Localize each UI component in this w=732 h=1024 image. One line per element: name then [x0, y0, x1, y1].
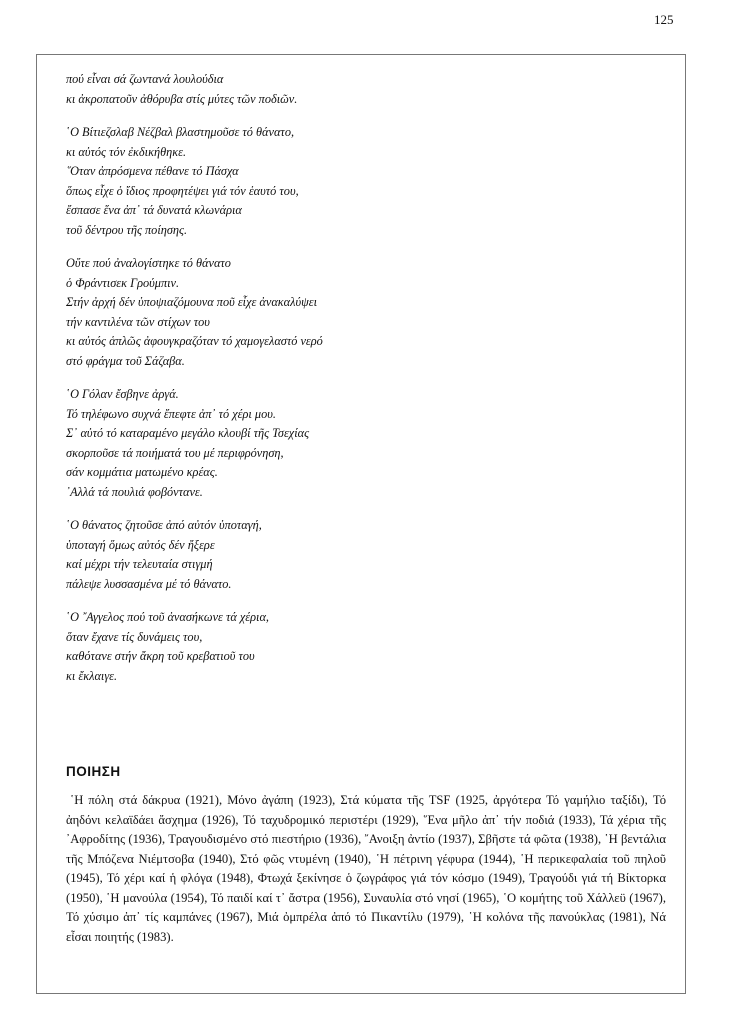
stanza — [66, 385, 666, 502]
stanza — [66, 608, 666, 686]
stanza — [66, 516, 666, 594]
stanza — [66, 254, 666, 371]
poem-line: ὑποταγή ὅμως αὐτός δέν ἤξερε — [66, 537, 215, 552]
stanza — [66, 123, 666, 240]
poem — [66, 70, 666, 700]
poem-line: ὁ Φράντισεκ Γρούμπιν. — [66, 275, 180, 290]
poem-line: ᾿Αλλά τά πουλιά φοβόντανε. — [66, 484, 203, 499]
poem-line: κι αὐτός τόν ἐκδικήθηκε. — [66, 144, 187, 159]
poem-line: κι ἀκροπατοῦν ἀθόρυβα στίς μύτες τῶν ποδιῶν. — [66, 91, 298, 106]
poem-line: Οὔτε πού ἀναλογίστηκε τό θάνατο — [66, 256, 231, 270]
poem-line: ῾Ο Γόλαν ἔσβηνε ἀργά. — [66, 387, 179, 401]
poem-line: ὅπως εἶχε ὁ ἴδιος προφητέψει γιά τόν ἑαυτό του, — [66, 183, 299, 198]
poem-line: σκορποῦσε τά ποιήματά του μέ περιφρόνηση, — [66, 445, 284, 460]
poem-line: σάν κομμάτια ματωμένο κρέας. — [66, 465, 218, 479]
poem-line: τοῦ δέντρου τῆς ποίησης. — [66, 222, 188, 237]
poem-line: πού εἶναι σά ζωντανά λουλούδια — [66, 72, 224, 86]
poem-line: ῾Ο Βίτιεζσλαβ Νέζβαλ βλαστημοῦσε τό θάνατο, — [66, 125, 295, 139]
poem-line: πάλεψε λυσσασμένα μέ τό θάνατο. — [66, 576, 232, 591]
poem-line: ῞Οταν ἀπρόσμενα πέθανε τό Πάσχα — [66, 164, 239, 178]
poem-line: ῾Ο θάνατος ζητοῦσε ἀπό αὐτόν ὑποταγή, — [66, 518, 262, 532]
section-title: ΠΟΙΗΣΗ — [66, 764, 121, 779]
page-number: 125 — [654, 12, 674, 27]
bibliography-text: ῾Η πόλη στά δάκρυα (1921), Μόνο ἀγάπη (1923), Στά κύματα τῆς TSF (1925, ἀργότερα Τό γαμήλιο ταξίδι), Τό ἀηδόνι κελαϊδάει ἄσχημα (1926), Τό ταχυδρομικό περιστέρι (1929), ῞Ενα μῆλο ἀπ᾿ τήν ποδιά (1933), Τά χέρια τῆς ᾿Αφροδίτης (1936), Τραγουδισμένο στό πιεστήριο (1936), ῎Ανοιξη ἀντίο (1937), Σβῆστε τά φῶτα (1938), ῾Η βεντάλια τῆς Μπόζενα Νιέμτσοβα (1940), Στό φῶς ντυμένη (1940), ῾Η πέτρινη γέφυρα (1944), ῾Η περικεφαλαία τοῦ πηλοῦ (1945), Τό χέρι καί ἡ φλόγα (1948), Φτωχά ξεκίνησε ὁ ζωγράφος γιά τόν κόσμο (1949), Τραγούδι γιά τή Βίκτορκα (1950), ῾Η μανούλα (1954), Τό παιδί καί τ᾿ ἄστρα (1956), Συναυλία στό νησί (1965), ῾Ο κομήτης τοῦ Χάλλεϋ (1967), Τό χύσιμο ἀπ᾿ τίς καμπάνες (1967), Μιά ὀμπρέλα ἀπό τό Πικαντίλυ (1979), ῾Η κολόνα τῆς πανούκλας (1981), Νά εἶσαι ποιητής (1983). — [66, 793, 666, 944]
poem-line: κι αὐτός ἁπλῶς ἀφουγκραζόταν τό χαμογελαστό νερό — [66, 334, 323, 348]
poem-line: Τό τηλέφωνο συχνά ἔπεφτε ἀπ᾿ τό χέρι μου. — [66, 406, 276, 421]
poem-line: καθότανε στήν ἄκρη τοῦ κρεβατιοῦ του — [66, 649, 255, 663]
poem-line: Στήν ἀρχή δέν ὑποψιαζόμουνα ποῦ εἶχε ἀνακαλύψει — [66, 295, 318, 309]
poem-line: ῾Ο ῎Αγγελος πού τοῦ ἀνασήκωνε τά χέρια, — [66, 610, 270, 624]
poem-line: καί μέχρι τήν τελευταία στιγμή — [66, 557, 213, 571]
poem-line: ὅταν ἔχανε τίς δυνάμεις του, — [66, 629, 203, 644]
poetry-bibliography — [66, 764, 666, 947]
poem-line: στό φράγμα τοῦ Σάζαβα. — [66, 353, 185, 368]
poem-line: κι ἔκλαιγε. — [66, 668, 118, 683]
poem-line: τήν καντιλένα τῶν στίχων του — [66, 314, 210, 329]
poem-line: ἔσπασε ἕνα ἀπ᾿ τά δυνατά κλωνάρια — [66, 203, 242, 217]
stanza — [66, 70, 666, 109]
poem-line: Σ᾿ αὐτό τό καταραμένο μεγάλο κλουβί τῆς Τσεχίας — [66, 426, 310, 440]
